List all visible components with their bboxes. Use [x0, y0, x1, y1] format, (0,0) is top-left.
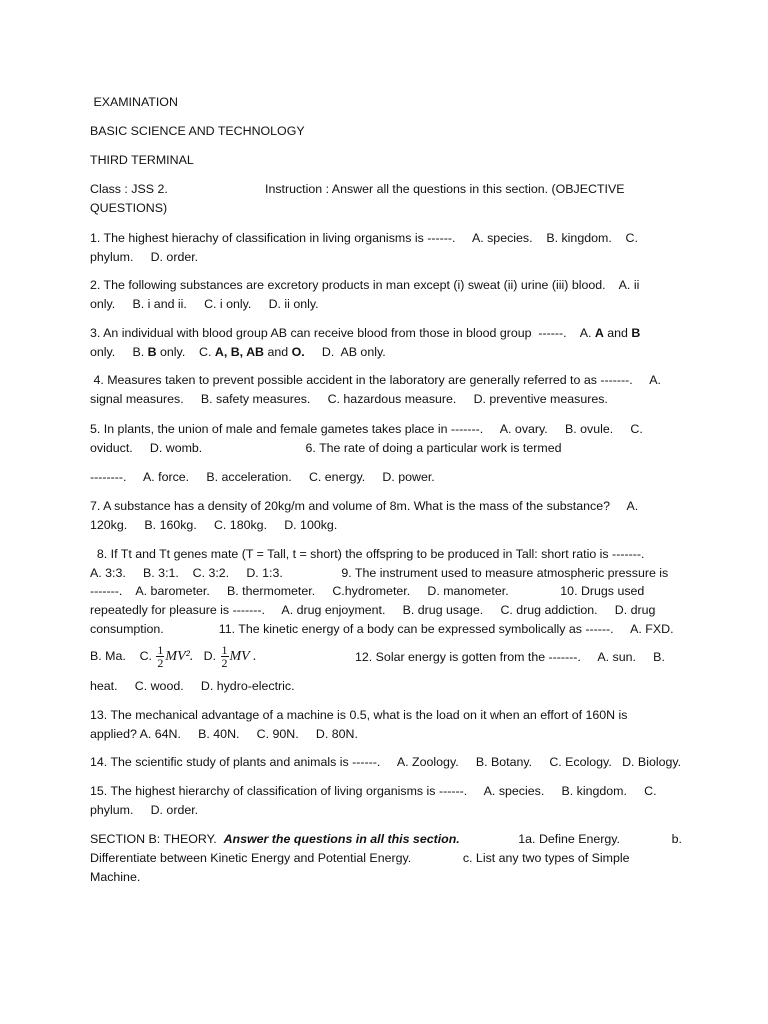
question-2-cont: only. B. i and ii. C. i only. D. ii only.: [90, 297, 319, 311]
question-2: 2. The following substances are excretory products in man except (i) sweat (ii) urine (iii) blood. A. ii: [90, 278, 640, 292]
section-b: [90, 830, 682, 849]
question-14: 14. The scientific study of plants and animals is ------. A. Zoology. B. Botany. C. Ecology. D. Biology.: [90, 755, 682, 769]
section-b-cont: Differentiate between Kinetic Energy and Potential Energy. c. List any two types of Simple: [90, 851, 630, 865]
question-11-options: [90, 642, 256, 671]
q11-opt-b-c: B. Ma. C.: [90, 649, 156, 663]
question-1: 1. The highest hierachy of classification in living organisms is ------. A. species. B. kingdom. C.: [90, 231, 638, 245]
question-12: 12. Solar energy is gotten from the -------. A. sun. B.: [355, 650, 665, 664]
question-7: 7. A substance has a density of 20kg/m and volume of 8m. What is the mass of the substance? A.: [90, 499, 639, 513]
one-half-fraction: $\frac{1}{2}$: [157, 643, 164, 671]
question-15: 15. The highest hierarchy of classification of living organisms is ------. A. species. B. kingdom. C.: [90, 784, 657, 798]
term-title: THIRD TERMINAL: [90, 153, 194, 167]
q3-opt-d: D. AB only.: [304, 345, 386, 359]
q3-and: and: [603, 326, 632, 340]
question-15-cont: phylum. D. order.: [90, 803, 199, 817]
question-8: 8. If Tt and Tt genes mate (T = Tall, t = short) the offspring to be produced in Tall: short ratio is -------.: [90, 547, 645, 561]
question-13: 13. The mechanical advantage of a machine is 0.5, what is the load on it when an effort of 160N is: [90, 708, 628, 722]
section-b-end: Machine.: [90, 870, 141, 884]
q3-opt-c-bold: A, B, AB: [214, 345, 264, 359]
class-label: Class : JSS 2.: [90, 182, 168, 196]
question-7-cont: 120kg. B. 160kg. C. 180kg. D. 100kg.: [90, 518, 338, 532]
question-4: 4. Measures taken to prevent possible accident in the laboratory are generally referred to as -------. A.: [90, 373, 661, 387]
mv-squared-formula: MV².: [165, 649, 194, 664]
instruction-text: Instruction : Answer all the questions in this section. (OBJECTIVE: [265, 182, 625, 196]
question-10-cont: repeatedly for pleasure is -------. A. drug enjoyment. B. drug usage. C. drug addiction. D. drug: [90, 603, 656, 617]
question-13-cont: applied? A. 64N. B. 40N. C. 90N. D. 80N.: [90, 727, 358, 741]
q3-opt-c-o: O.: [291, 345, 305, 359]
section-b-instruction: Answer the questions in all this section.: [223, 832, 460, 846]
question-4-cont: signal measures. B. safety measures. C. hazardous measure. D. preventive measures.: [90, 392, 608, 406]
q3-opt-a: only. B.: [90, 345, 148, 359]
q3-text: 3. An individual with blood group AB can receive blood from those in blood group ------. A.: [90, 326, 595, 340]
question-1-cont: phylum. D. order.: [90, 250, 199, 264]
q3-opt-b: only. C.: [156, 345, 215, 359]
section-b-q1: 1a. Define Energy. b.: [459, 832, 682, 846]
subject-title: BASIC SCIENCE AND TECHNOLOGY: [90, 124, 305, 138]
question-3-cont: [90, 343, 386, 362]
section-b-heading: SECTION B: THEORY.: [90, 832, 224, 846]
q11-opt-d: D.: [193, 649, 220, 663]
question-9-10: -------. A. barometer. B. thermometer. C.hydrometer. D. manometer. 10. Drugs used: [90, 584, 645, 598]
question-8-9: A. 3:3. B. 3:1. C. 3:2. D. 1:3. 9. The instrument used to measure atmospheric pressure is: [90, 566, 669, 580]
one-half-fraction-d: $\frac{1}{2}$: [221, 643, 228, 671]
question-5-6: oviduct. D. womb. 6. The rate of doing a particular work is termed: [90, 441, 562, 455]
question-12-cont: heat. C. wood. D. hydro-electric.: [90, 679, 295, 693]
question-10-11: consumption. 11. The kinetic energy of a body can be expressed symbolically as ------. A. FXD.: [90, 622, 674, 636]
question-5: 5. In plants, the union of male and female gametes takes place in -------. A. ovary. B. ovule. C.: [90, 422, 643, 436]
q3-opt-c-and: and: [264, 345, 292, 359]
exam-title: EXAMINATION: [90, 95, 178, 109]
question-6-cont: --------. A. force. B. acceleration. C. energy. D. power.: [90, 470, 435, 484]
mv-formula: MV .: [229, 649, 257, 664]
instruction-text-cont: QUESTIONS): [90, 201, 168, 215]
q3-opt-b-bold: B: [147, 345, 157, 359]
question-3: [90, 324, 640, 343]
q3-bold-a: A: [594, 326, 604, 340]
q3-bold-b: B: [631, 326, 641, 340]
